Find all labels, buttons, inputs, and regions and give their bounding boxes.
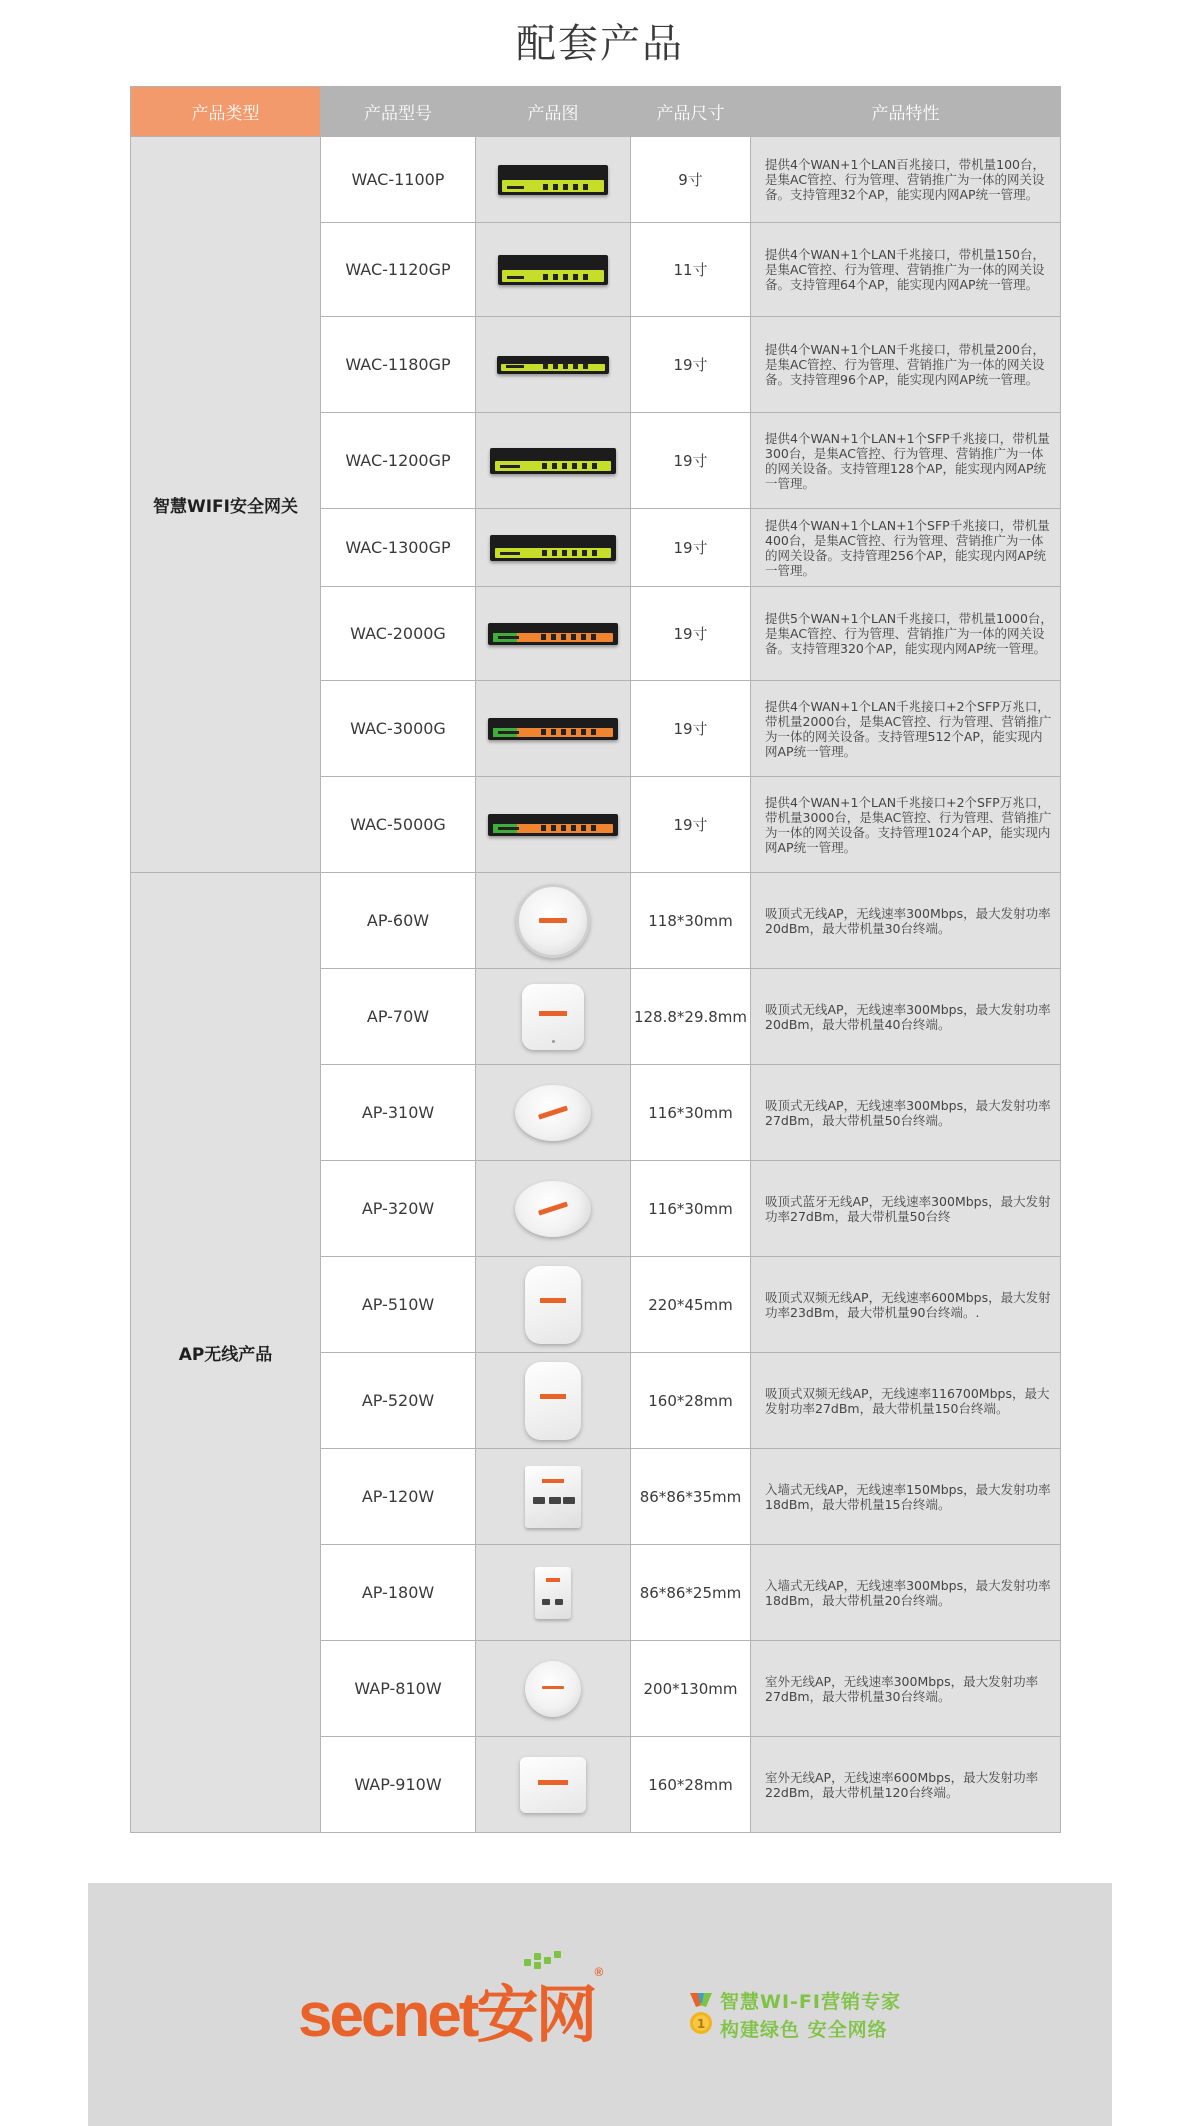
feature-cell — [751, 137, 1061, 223]
size-cell: 19寸 — [631, 587, 751, 681]
feature-cell — [751, 777, 1061, 873]
brand-logo — [298, 1965, 603, 2054]
feature-cell — [751, 1641, 1061, 1737]
product-image-cell — [476, 509, 631, 587]
category-cell: 智慧WIFI安全网关 — [131, 137, 321, 873]
feature-cell — [751, 969, 1061, 1065]
size-cell: 118*30mm — [631, 873, 751, 969]
size-cell: 19寸 — [631, 413, 751, 509]
size-cell: 9寸 — [631, 137, 751, 223]
table-row — [131, 873, 1061, 969]
model-cell: WAC-5000G — [321, 777, 476, 873]
product-image-cell — [476, 1161, 631, 1257]
feature-cell — [751, 1257, 1061, 1353]
product-image-cell — [476, 1353, 631, 1449]
model-cell: AP-180W — [321, 1545, 476, 1641]
feature-text: 室外无线AP，无线速率600Mbps，最大发射功率22dBm，最大带机量120台终端。 — [765, 1769, 1039, 1800]
feature-text: 提供4个WAN+1个LAN百兆接口，带机量100台，是集AC管控、行为管理、营销推广为一体的网关设备。支持管理32个AP，能实现内网AP统一管理。 — [765, 157, 1045, 202]
product-image-cell — [476, 1545, 631, 1641]
size-cell: 86*86*25mm — [631, 1545, 751, 1641]
registered-mark: ® — [594, 1965, 604, 1979]
size-cell: 86*86*35mm — [631, 1449, 751, 1545]
size-cell: 116*30mm — [631, 1161, 751, 1257]
product-image-cell — [476, 223, 631, 317]
feature-text: 提供4个WAN+1个LAN千兆接口，带机量150台，是集AC管控、行为管理、营销推广为一体的网关设备。支持管理64个AP，能实现内网AP统一管理。 — [765, 247, 1045, 292]
ceiling-ap-icon — [515, 1181, 591, 1237]
size-cell: 116*30mm — [631, 1065, 751, 1161]
ceiling-ap-icon — [516, 884, 590, 958]
model-cell: AP-510W — [321, 1257, 476, 1353]
model-cell: WAC-1180GP — [321, 317, 476, 413]
product-image-cell — [476, 777, 631, 873]
feature-cell — [751, 413, 1061, 509]
feature-text: 吸顶式无线AP，无线速率300Mbps，最大发射功率27dBm，最大带机量50台终端。 — [765, 1097, 1051, 1128]
outdoor-box-ap-icon — [520, 1757, 586, 1813]
feature-cell — [751, 1545, 1061, 1641]
medal-icon — [688, 1991, 714, 2039]
product-image-cell — [476, 317, 631, 413]
gateway-router-icon — [498, 165, 608, 195]
gateway-router-icon — [490, 535, 616, 561]
header-product-model: 产品型号 — [321, 87, 476, 137]
product-image-cell — [476, 1449, 631, 1545]
model-cell: AP-70W — [321, 969, 476, 1065]
product-image-cell — [476, 1641, 631, 1737]
category-cell: AP无线产品 — [131, 873, 321, 1833]
in-wall-ap-icon — [525, 1466, 581, 1528]
size-cell: 128.8*29.8mm — [631, 969, 751, 1065]
product-image-cell — [476, 1737, 631, 1833]
model-cell: WAC-1100P — [321, 137, 476, 223]
panel-ap-icon — [525, 1362, 581, 1440]
feature-cell — [751, 1161, 1061, 1257]
product-image-cell — [476, 873, 631, 969]
size-cell: 200*130mm — [631, 1641, 751, 1737]
feature-text: 入墙式无线AP，无线速率300Mbps，最大发射功率18dBm，最大带机量20台终端。 — [765, 1577, 1051, 1608]
header-product-type: 产品类型 — [131, 87, 321, 137]
table-row — [131, 137, 1061, 223]
header-product-size: 产品尺寸 — [631, 87, 751, 137]
feature-cell — [751, 873, 1061, 969]
model-cell: WAC-1300GP — [321, 509, 476, 587]
gateway-router-icon — [488, 718, 618, 740]
model-cell: WAC-1120GP — [321, 223, 476, 317]
feature-cell — [751, 587, 1061, 681]
product-image-cell — [476, 413, 631, 509]
feature-text: 室外无线AP，无线速率300Mbps，最大发射功率27dBm，最大带机量30台终端。 — [765, 1673, 1039, 1704]
header-product-features: 产品特性 — [751, 87, 1061, 137]
feature-text: 吸顶式无线AP，无线速率300Mbps，最大发射功率20dBm，最大带机量30台终端。 — [765, 905, 1051, 936]
model-cell: AP-120W — [321, 1449, 476, 1545]
feature-text: 吸顶式双频无线AP，无线速率600Mbps，最大发射功率23dBm，最大带机量90台终端。. — [765, 1289, 1051, 1320]
product-image-cell — [476, 1257, 631, 1353]
gateway-router-icon — [488, 623, 618, 645]
feature-text: 提供4个WAN+1个LAN+1个SFP千兆接口，带机量300台，是集AC管控、行为管理、营销推广为一体的网关设备。支持管理128个AP，能实现内网AP统一管理。 — [765, 430, 1050, 491]
page-title: 配套产品 — [516, 21, 684, 67]
feature-cell — [751, 1449, 1061, 1545]
brand-name: secnet安网 — [298, 1981, 595, 2050]
model-cell: WAC-2000G — [321, 587, 476, 681]
model-cell: AP-320W — [321, 1161, 476, 1257]
product-image-cell — [476, 137, 631, 223]
gateway-router-icon — [498, 255, 608, 285]
feature-text: 吸顶式无线AP，无线速率300Mbps，最大发射功率20dBm，最大带机量40台终端。 — [765, 1001, 1051, 1032]
feature-text: 提供5个WAN+1个LAN千兆接口，带机量1000台，是集AC管控、行为管理、营销推广为一体的网关设备。支持管理320个AP，能实现内网AP统一管理。 — [765, 611, 1053, 656]
feature-cell — [751, 1737, 1061, 1833]
model-cell: WAC-3000G — [321, 681, 476, 777]
size-cell: 220*45mm — [631, 1257, 751, 1353]
size-cell: 11寸 — [631, 223, 751, 317]
feature-text: 入墙式无线AP，无线速率150Mbps，最大发射功率18dBm，最大带机量15台终端。 — [765, 1481, 1051, 1512]
feature-text: 提供4个WAN+1个LAN千兆接口，带机量200台，是集AC管控、行为管理、营销推广为一体的网关设备。支持管理96个AP，能实现内网AP统一管理。 — [765, 342, 1045, 387]
outdoor-ap-icon — [525, 1661, 581, 1717]
feature-text: 吸顶式蓝牙无线AP，无线速率300Mbps，最大发射功率27dBm，最大带机量50台终 — [765, 1193, 1051, 1224]
panel-ap-icon — [525, 1266, 581, 1344]
header-product-image: 产品图 — [476, 87, 631, 137]
feature-cell — [751, 223, 1061, 317]
feature-cell — [751, 1065, 1061, 1161]
model-cell: AP-520W — [321, 1353, 476, 1449]
feature-cell — [751, 317, 1061, 413]
feature-text: 提供4个WAN+1个LAN千兆接口+2个SFP万兆口，带机量3000台，是集AC管控、行为管理、营销推广为一体的网关设备。支持管理1024个AP，能实现内网AP统一管理。 — [765, 794, 1052, 855]
size-cell: 19寸 — [631, 317, 751, 413]
gateway-router-icon — [490, 448, 616, 474]
product-table — [130, 86, 1061, 1833]
size-cell: 19寸 — [631, 509, 751, 587]
model-cell: AP-310W — [321, 1065, 476, 1161]
slogan-line-1: 智慧WI-FI营销专家 — [720, 1991, 901, 2013]
feature-text: 提供4个WAN+1个LAN+1个SFP千兆接口，带机量400台，是集AC管控、行为管理、营销推广为一体的网关设备。支持管理256个AP，能实现内网AP统一管理。 — [765, 517, 1050, 578]
model-cell: AP-60W — [321, 873, 476, 969]
product-image-cell — [476, 587, 631, 681]
feature-text: 吸顶式双频无线AP，无线速率116700Mbps，最大发射功率27dBm，最大带机量150台终端。 — [765, 1385, 1050, 1416]
svg-text:1: 1 — [696, 2017, 706, 2031]
gateway-router-icon — [488, 814, 618, 836]
size-cell: 160*28mm — [631, 1737, 751, 1833]
model-cell: WAP-910W — [321, 1737, 476, 1833]
footer-banner — [88, 1883, 1112, 2126]
in-wall-ap-icon — [535, 1567, 571, 1619]
model-cell: WAP-810W — [321, 1641, 476, 1737]
model-cell: WAC-1200GP — [321, 413, 476, 509]
table-header-row — [131, 87, 1061, 137]
feature-text: 提供4个WAN+1个LAN千兆接口+2个SFP万兆口，带机量2000台，是集AC管控、行为管理、营销推广为一体的网关设备。支持管理512个AP，能实现内网AP统一管理。 — [765, 698, 1052, 759]
slogan-line-2: 构建绿色 安全网络 — [720, 2019, 888, 2041]
feature-cell — [751, 1353, 1061, 1449]
product-image-cell — [476, 1065, 631, 1161]
square-ap-icon — [522, 984, 584, 1050]
size-cell: 160*28mm — [631, 1353, 751, 1449]
product-image-cell — [476, 681, 631, 777]
product-image-cell — [476, 969, 631, 1065]
feature-cell — [751, 681, 1061, 777]
feature-cell — [751, 509, 1061, 587]
size-cell: 19寸 — [631, 777, 751, 873]
gateway-router-icon — [497, 356, 609, 374]
ceiling-ap-icon — [515, 1085, 591, 1141]
size-cell: 19寸 — [631, 681, 751, 777]
